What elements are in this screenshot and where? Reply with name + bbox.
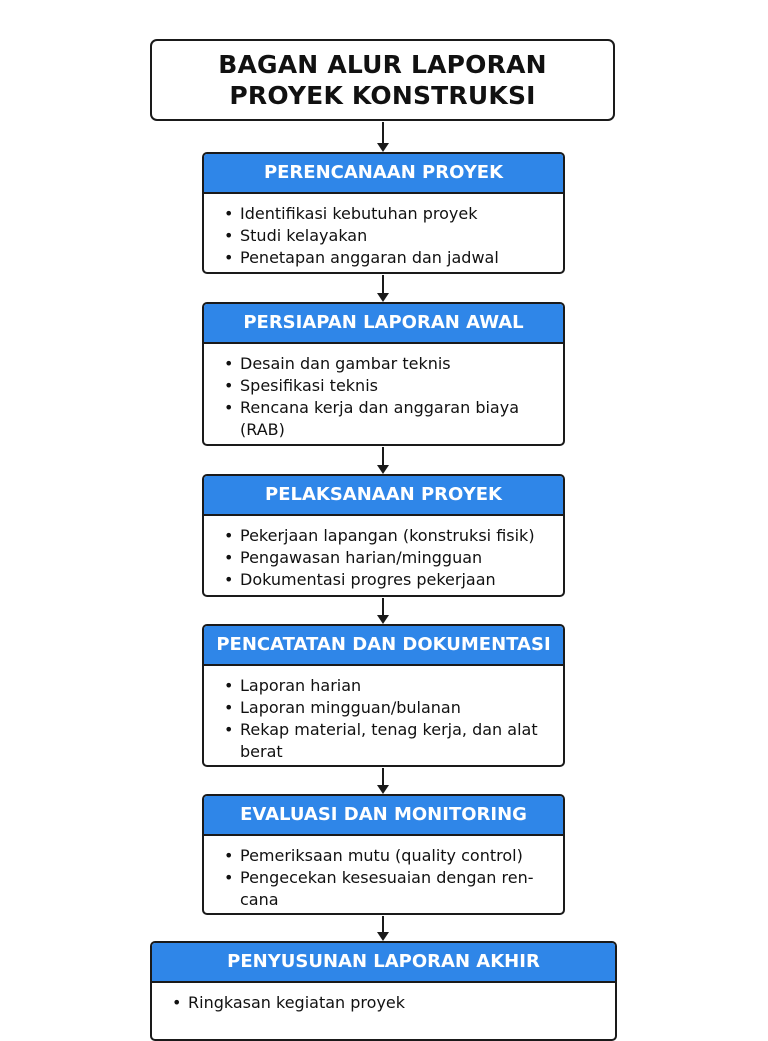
step-2-list (204, 344, 563, 446)
step-evaluasi-dan-monitoring (202, 794, 565, 915)
arrow-step-3-to-step-4 (377, 598, 389, 624)
list-item: • Rencana kerja dan anggaran biaya (RAB) (224, 397, 555, 441)
list-item: • Laporan harian (224, 675, 555, 697)
step-perencanaan-proyek (202, 152, 565, 274)
step-5-list (204, 836, 563, 915)
step-3-header: PELAKSANAAN PROYEK (204, 476, 563, 516)
step-pelaksanaan-proyek (202, 474, 565, 597)
step-1-header: PERENCANAAN PROYEK (204, 154, 563, 194)
step-2-header: PERSIAPAN LAPORAN AWAL (204, 304, 563, 344)
step-4-list (204, 666, 563, 767)
arrow-step-2-to-step-3 (377, 447, 389, 474)
step-3-list (204, 516, 563, 597)
arrow-title-to-step-1 (377, 122, 389, 152)
list-item: • Pengawasan harian/mingguan (224, 547, 555, 569)
list-item: • Ringkasan kegiatan proyek (172, 992, 607, 1014)
list-item: • Dokumentasi progres pekerjaan (224, 569, 555, 591)
list-item: • Studi kelayakan (224, 225, 555, 247)
title-line-2: PROYEK KONSTRUKSI (229, 81, 536, 110)
step-6-list (152, 983, 615, 1020)
arrow-step-1-to-step-2 (377, 275, 389, 302)
list-item: • Rekap material, tenag kerja, dan alat berat (224, 719, 555, 763)
list-item: • Spesifikasi teknis (224, 375, 555, 397)
arrow-step-4-to-step-5 (377, 768, 389, 794)
list-item: • Pekerjaan lapangan (konstruksi fisik) (224, 525, 555, 547)
arrow-step-5-to-step-6 (377, 916, 389, 941)
list-item: • Desain dan gambar teknis (224, 353, 555, 375)
list-item: • Identifikasi kebutuhan proyek (224, 203, 555, 225)
step-1-list (204, 194, 563, 274)
step-penyusunan-laporan-akhir (150, 941, 617, 1041)
step-4-header: PENCATATAN DAN DOKUMENTASI (204, 626, 563, 666)
step-persiapan-laporan-awal (202, 302, 565, 446)
list-item: • Laporan mingguan/bulanan (224, 697, 555, 719)
step-6-header: PENYUSUNAN LAPORAN AKHIR (152, 943, 615, 983)
list-item: • Pengecekan kesesuaian dengan ren-cana (224, 867, 555, 911)
title-box (150, 39, 615, 121)
step-5-header: EVALUASI DAN MONITORING (204, 796, 563, 836)
list-item: • Penetapan anggaran dan jadwal (224, 247, 555, 269)
list-item: • Pemeriksaan mutu (quality control) (224, 845, 555, 867)
title-line-1: BAGAN ALUR LAPORAN (218, 50, 547, 79)
step-pencatatan-dan-dokumentasi (202, 624, 565, 767)
